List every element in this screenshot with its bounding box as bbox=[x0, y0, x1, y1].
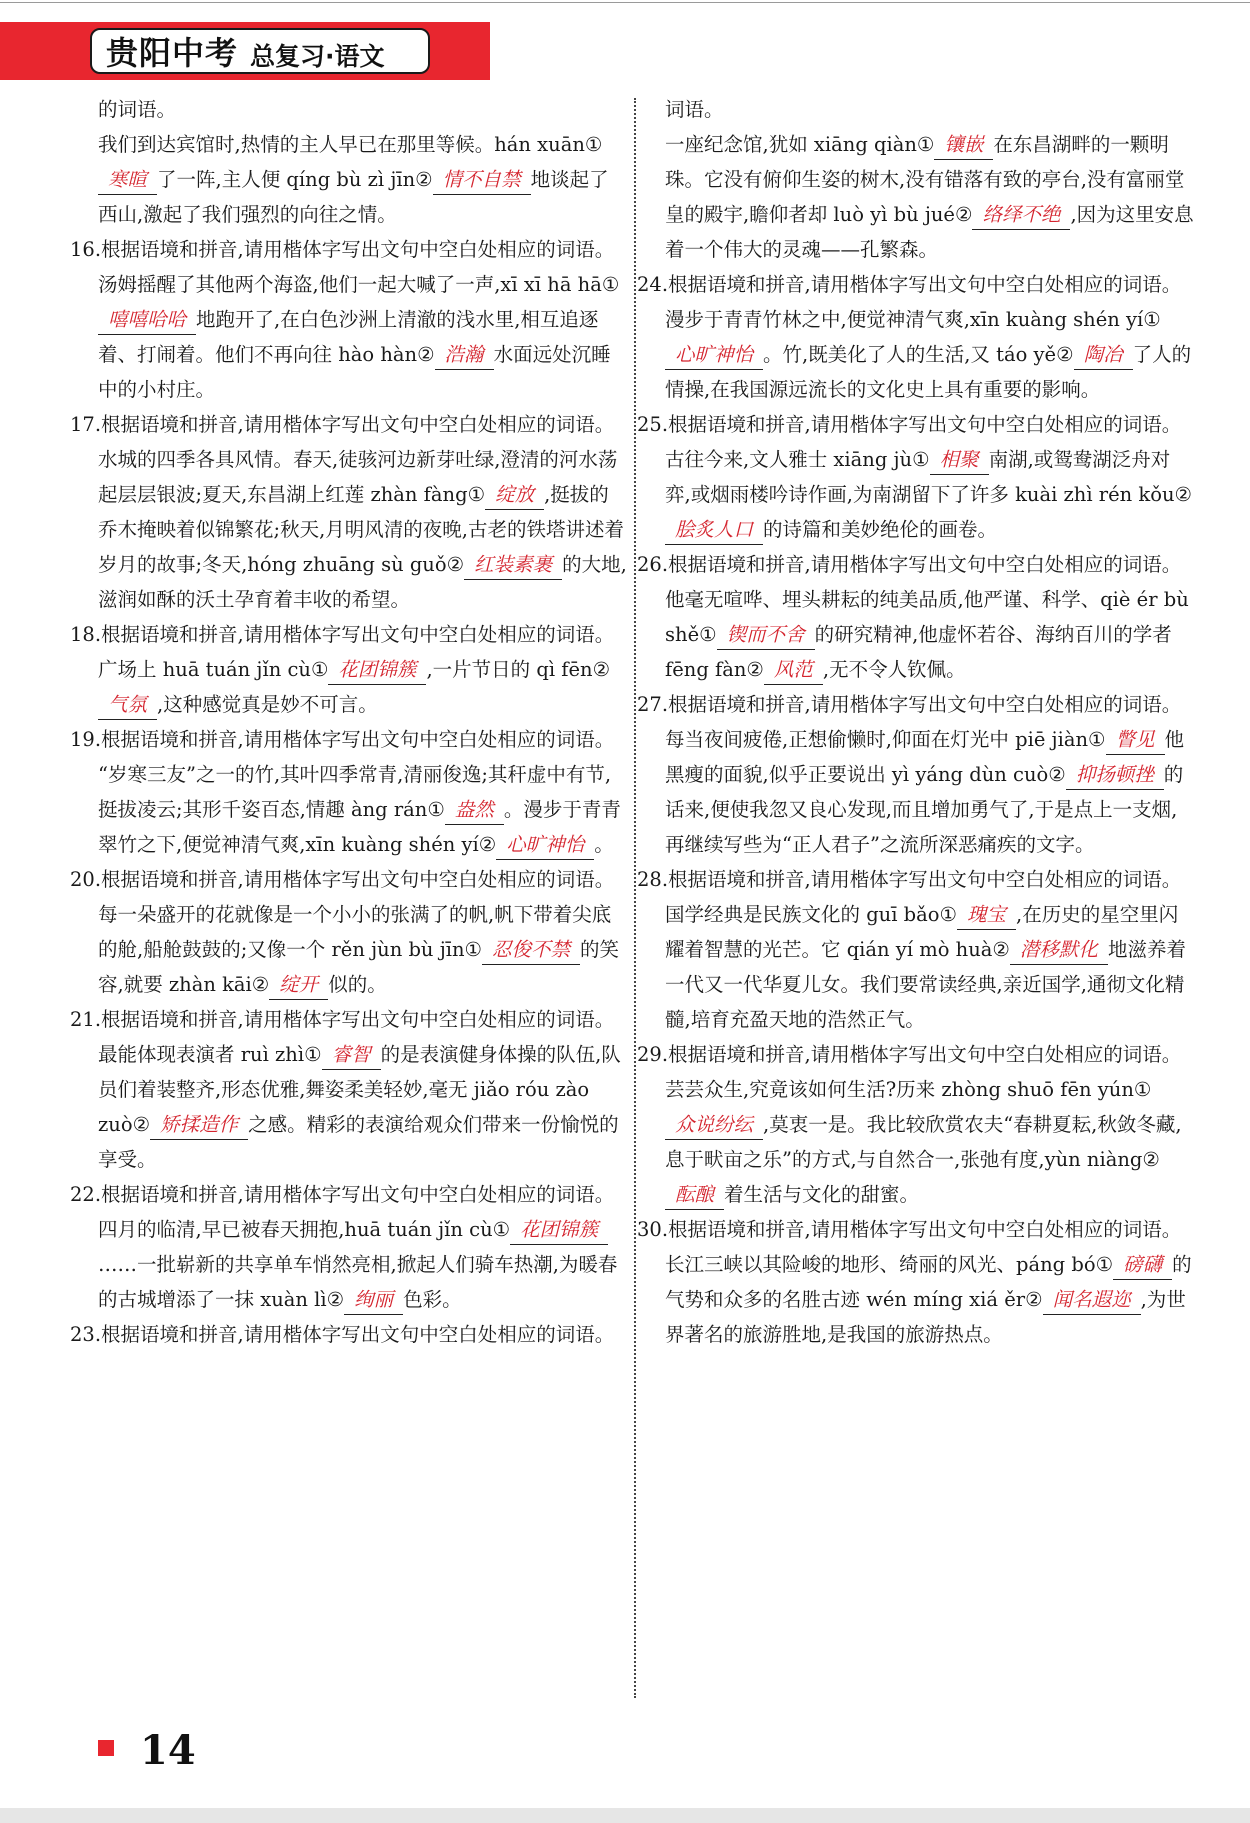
question-prompt bbox=[637, 267, 1195, 302]
passage-text: 。竹,既美化了人的生活,又 táo yě② bbox=[763, 343, 1074, 366]
passage bbox=[665, 722, 1195, 862]
question-text: 根据语境和拼音,请用楷体字写出文句中空白处相应的词语。 bbox=[101, 1183, 615, 1206]
answer-blank: 忍俊不禁 bbox=[482, 936, 580, 965]
question-prompt bbox=[637, 862, 1195, 897]
question-text: 根据语境和拼音,请用楷体字写出文句中空白处相应的词语。 bbox=[668, 1043, 1182, 1066]
question-text: 根据语境和拼音,请用楷体字写出文句中空白处相应的词语。 bbox=[101, 238, 615, 261]
passage bbox=[98, 267, 628, 407]
passage-text: 我们到达宾馆时,热情的主人早已在那里等候。hán xuān① bbox=[98, 133, 603, 156]
passage-text: 他黑瘦的面貌,似乎正要说出 yì yáng dùn cuò② bbox=[665, 728, 1185, 786]
passage-text: 在东昌湖畔的一颗明珠。它没有俯仰生姿的树木,没有错落有致的亭台,没有富丽堂皇的殿宇,瞻仰者却 luò yì bù jué② bbox=[665, 133, 1185, 226]
answer-blank: 络绎不绝 bbox=[972, 201, 1070, 230]
passage-text: 漫步于青青竹林之中,便觉神清气爽,xīn kuàng shén yí① bbox=[665, 308, 1161, 331]
column-divider bbox=[634, 98, 636, 1698]
question-number: 30. bbox=[637, 1218, 669, 1241]
passage bbox=[665, 1072, 1195, 1212]
question-text: 根据语境和拼音,请用楷体字写出文句中空白处相应的词语。 bbox=[668, 273, 1182, 296]
question-prompt bbox=[70, 407, 628, 442]
answer-blank: 风范 bbox=[764, 656, 823, 685]
answer-blank: 浩瀚 bbox=[435, 341, 494, 370]
question-number: 17. bbox=[70, 413, 102, 436]
passage bbox=[98, 127, 628, 232]
passage-text: 广场上 huā tuán jǐn cù① bbox=[98, 658, 329, 681]
passage-text: 汤姆摇醒了其他两个海盗,他们一起大喊了一声,xī xī hā hā① bbox=[98, 273, 620, 296]
answer-blank: 花团锦簇 bbox=[328, 656, 426, 685]
left-column bbox=[70, 92, 628, 1352]
question-number: 21. bbox=[70, 1008, 102, 1031]
answer-blank: 绽开 bbox=[269, 971, 328, 1000]
question-prompt bbox=[70, 232, 628, 267]
question-number: 19. bbox=[70, 728, 102, 751]
passage-text: 古往今来,文人雅士 xiāng jù① bbox=[665, 448, 930, 471]
passage-text: 的气势和众多的名胜古迹 wén míng xiá ěr② bbox=[665, 1253, 1192, 1311]
right-column bbox=[637, 92, 1195, 1352]
question-number: 27. bbox=[637, 693, 669, 716]
question-text: 根据语境和拼音,请用楷体字写出文句中空白处相应的词语。 bbox=[101, 413, 615, 436]
answer-blank: 红装素裹 bbox=[464, 551, 562, 580]
answer-blank: 众说纷纭 bbox=[665, 1111, 763, 1140]
text-line: 词语。 bbox=[665, 98, 724, 121]
passage-text: ,这种感觉真是妙不可言。 bbox=[157, 693, 378, 716]
passage-text: ,一片节日的 qì fēn② bbox=[426, 658, 611, 681]
passage bbox=[665, 127, 1195, 267]
passage-text: 似的。 bbox=[328, 973, 387, 996]
answer-blank: 绚丽 bbox=[344, 1286, 403, 1315]
passage-text: 的话来,便使我忽又良心发现,而且增加勇气了,于是点上一支烟,再继续写些为“正人君子”之流所深恶痛疾的文字。 bbox=[665, 763, 1184, 856]
passage-text: 的笑容,就要 zhàn kāi② bbox=[98, 938, 620, 996]
question-prompt bbox=[637, 1037, 1195, 1072]
question-prompt bbox=[70, 722, 628, 757]
question-number: 22. bbox=[70, 1183, 102, 1206]
passage bbox=[665, 1247, 1195, 1352]
question-prompt bbox=[70, 617, 628, 652]
passage-text: 色彩。 bbox=[403, 1288, 462, 1311]
passage-text: 着生活与文化的甜蜜。 bbox=[724, 1183, 920, 1206]
answer-blank: 闻名遐迩 bbox=[1043, 1286, 1141, 1315]
passage-text: ,无不令人钦佩。 bbox=[822, 658, 966, 681]
answer-blank: 心旷神怡 bbox=[665, 341, 763, 370]
answer-blank: 锲而不舍 bbox=[717, 621, 815, 650]
question-number: 24. bbox=[637, 273, 669, 296]
passage bbox=[665, 442, 1195, 547]
question-text: 根据语境和拼音,请用楷体字写出文句中空白处相应的词语。 bbox=[668, 413, 1182, 436]
passage-text: 了人的情操,在我国源远流长的文化史上具有重要的影响。 bbox=[665, 343, 1192, 401]
answer-blank: 脍炙人口 bbox=[665, 516, 763, 545]
answer-blank: 抑扬顿挫 bbox=[1066, 761, 1164, 790]
passage-text: ,在历史的星空里闪耀着智慧的光芒。它 qián yí mò huà② bbox=[665, 903, 1179, 961]
bottom-bar bbox=[0, 1808, 1250, 1823]
passage-text: ,为世界著名的旅游胜地,是我国的旅游热点。 bbox=[665, 1288, 1186, 1346]
passage-text: 的研究精神,他虚怀若谷、海纳百川的学者 fēng fàn② bbox=[665, 623, 1172, 681]
passage-text: 地滋养着一代又一代华夏儿女。我们要常读经典,亲近国学,通彻文化精髓,培育充盈天地的浩然正气。 bbox=[665, 938, 1186, 1031]
passage-text: 芸芸众生,究竟该如何生活?历来 zhòng shuō fēn yún① bbox=[665, 1078, 1152, 1101]
question-number: 26. bbox=[637, 553, 669, 576]
passage-text: 的是表演健身体操的队伍,队员们着装整齐,形态优雅,舞姿柔美轻妙,毫无 jiǎo róu zào zuò② bbox=[98, 1043, 621, 1136]
question-number: 20. bbox=[70, 868, 102, 891]
passage-text: 的大地,滋润如酥的沃土孕育着丰收的希望。 bbox=[98, 553, 627, 611]
answer-blank: 嘻嘻哈哈 bbox=[98, 306, 196, 335]
passage-text: 水城的四季各具风情。春天,徒骇河边新芽吐绿,澄清的河水荡起层层银波;夏天,东昌湖上红莲 zhàn fàng① bbox=[98, 448, 618, 506]
passage-text: 最能体现表演者 ruì zhì① bbox=[98, 1043, 322, 1066]
passage bbox=[98, 897, 628, 1002]
answer-blank: 镶嵌 bbox=[934, 131, 993, 160]
passage bbox=[98, 1212, 628, 1317]
passage-text: 。 bbox=[594, 833, 614, 856]
passage bbox=[665, 897, 1195, 1037]
answer-blank: 矫揉造作 bbox=[150, 1111, 248, 1140]
question-number: 16. bbox=[70, 238, 102, 261]
question-text: 根据语境和拼音,请用楷体字写出文句中空白处相应的词语。 bbox=[668, 868, 1182, 891]
passage bbox=[98, 442, 628, 617]
passage bbox=[665, 302, 1195, 407]
answer-blank: 相聚 bbox=[930, 446, 989, 475]
passage-text: “岁寒三友”之一的竹,其叶四季常青,清丽俊逸;其秆虚中有节,挺拔凌云;其形千姿百态,情趣 àng rán① bbox=[98, 763, 612, 821]
question-number: 28. bbox=[637, 868, 669, 891]
question-text: 根据语境和拼音,请用楷体字写出文句中空白处相应的词语。 bbox=[101, 1323, 615, 1346]
question-prompt bbox=[70, 862, 628, 897]
passage-text: 南湖,或鸳鸯湖泛舟对弈,或烟雨楼吟诗作画,为南湖留下了许多 kuài zhì rén kǒu② bbox=[665, 448, 1193, 506]
passage-text: 每一朵盛开的花就像是一个小小的张满了的帆,帆下带着尖底的舱,船舱鼓鼓的;又像一个 rěn jùn bù jīn① bbox=[98, 903, 612, 961]
question-text: 根据语境和拼音,请用楷体字写出文句中空白处相应的词语。 bbox=[668, 553, 1182, 576]
question-number: 25. bbox=[637, 413, 669, 436]
page-marker bbox=[98, 1740, 114, 1756]
answer-blank: 心旷神怡 bbox=[496, 831, 594, 860]
answer-blank: 睿智 bbox=[322, 1041, 381, 1070]
question-number: 18. bbox=[70, 623, 102, 646]
answer-blank: 酝酿 bbox=[665, 1181, 724, 1210]
passage-text: ,因为这里安息着一个伟大的灵魂——孔繁森。 bbox=[665, 203, 1194, 261]
passage-text: 之感。精彩的表演给观众们带来一份愉悦的享受。 bbox=[98, 1113, 619, 1171]
question-number: 29. bbox=[637, 1043, 669, 1066]
question-text: 根据语境和拼音,请用楷体字写出文句中空白处相应的词语。 bbox=[101, 868, 615, 891]
answer-blank: 磅礴 bbox=[1113, 1251, 1172, 1280]
header-brand: 贵阳中考 bbox=[106, 34, 239, 72]
question-text: 根据语境和拼音,请用楷体字写出文句中空白处相应的词语。 bbox=[668, 1218, 1182, 1241]
passage bbox=[98, 652, 628, 722]
question-number: 23. bbox=[70, 1323, 102, 1346]
passage-text: ……一批崭新的共享单车悄然亮相,掀起人们骑车热潮,为暖春的古城增添了一抹 xuàn lì② bbox=[98, 1253, 618, 1311]
passage-text: 地谈起了西山,激起了我们强烈的向往之情。 bbox=[98, 168, 609, 226]
answer-blank: 寒暄 bbox=[98, 166, 157, 195]
text-line: 的词语。 bbox=[98, 98, 177, 121]
passage bbox=[665, 582, 1195, 687]
question-prompt bbox=[637, 1212, 1195, 1247]
passage-text: 每当夜间疲倦,正想偷懒时,仰面在灯光中 piē jiàn① bbox=[665, 728, 1106, 751]
question-prompt bbox=[70, 1317, 628, 1352]
passage-text: ,挺拔的乔木掩映着似锦繁花;秋天,月明风清的夜晚,古老的铁塔讲述着岁月的故事;冬天,hóng zhuāng sù guǒ② bbox=[98, 483, 624, 576]
question-prompt bbox=[637, 687, 1195, 722]
answer-blank: 瞥见 bbox=[1106, 726, 1165, 755]
page-number: 14 bbox=[140, 1727, 196, 1774]
top-rule bbox=[0, 2, 1250, 3]
passage-text: 一座纪念馆,犹如 xiāng qiàn① bbox=[665, 133, 935, 156]
answer-blank: 盎然 bbox=[445, 796, 504, 825]
answer-blank: 瑰宝 bbox=[957, 901, 1016, 930]
question-text: 根据语境和拼音,请用楷体字写出文句中空白处相应的词语。 bbox=[668, 693, 1182, 716]
passage-text: 了一阵,主人便 qíng bù zì jīn② bbox=[157, 168, 433, 191]
answer-blank: 气氛 bbox=[98, 691, 157, 720]
question-text: 根据语境和拼音,请用楷体字写出文句中空白处相应的词语。 bbox=[101, 728, 615, 751]
passage-text: 的诗篇和美妙绝伦的画卷。 bbox=[763, 518, 998, 541]
question-prompt bbox=[637, 547, 1195, 582]
passage-text: ,莫衷一是。我比较欣赏农夫“春耕夏耘,秋敛冬藏,息于畎亩之乐”的方式,与自然合一,张弛有度,yùn niàng② bbox=[665, 1113, 1182, 1171]
passage-text: 四月的临清,早已被春天拥抱,huā tuán jǐn cù① bbox=[98, 1218, 511, 1241]
header bbox=[90, 28, 430, 74]
question-prompt bbox=[637, 407, 1195, 442]
passage-text: 国学经典是民族文化的 guī bǎo① bbox=[665, 903, 958, 926]
question-prompt bbox=[70, 1002, 628, 1037]
passage bbox=[98, 1037, 628, 1177]
passage bbox=[98, 757, 628, 862]
passage-text: 他毫无喧哗、埋头耕耘的纯美品质,他严谨、科学、qiè ér bù shě① bbox=[665, 588, 1189, 646]
passage-text: 长江三峡以其险峻的地形、绮丽的风光、páng bó① bbox=[665, 1253, 1114, 1276]
header-subject: 总复习·语文 bbox=[250, 42, 385, 71]
answer-blank: 绽放 bbox=[485, 481, 544, 510]
question-prompt bbox=[70, 1177, 628, 1212]
passage-text: 水面远处沉睡中的小村庄。 bbox=[98, 343, 611, 401]
question-text: 根据语境和拼音,请用楷体字写出文句中空白处相应的词语。 bbox=[101, 623, 615, 646]
answer-blank: 潜移默化 bbox=[1010, 936, 1108, 965]
answer-blank: 陶冶 bbox=[1074, 341, 1133, 370]
answer-blank: 花团锦簇 bbox=[510, 1216, 608, 1245]
passage-text: 。漫步于青青翠竹之下,便觉神清气爽,xīn kuàng shén yí② bbox=[98, 798, 621, 856]
passage-text: 地跑开了,在白色沙洲上清澈的浅水里,相互追逐着、打闹着。他们不再向往 hào hàn② bbox=[98, 308, 599, 366]
question-text: 根据语境和拼音,请用楷体字写出文句中空白处相应的词语。 bbox=[101, 1008, 615, 1031]
answer-blank: 情不自禁 bbox=[433, 166, 531, 195]
